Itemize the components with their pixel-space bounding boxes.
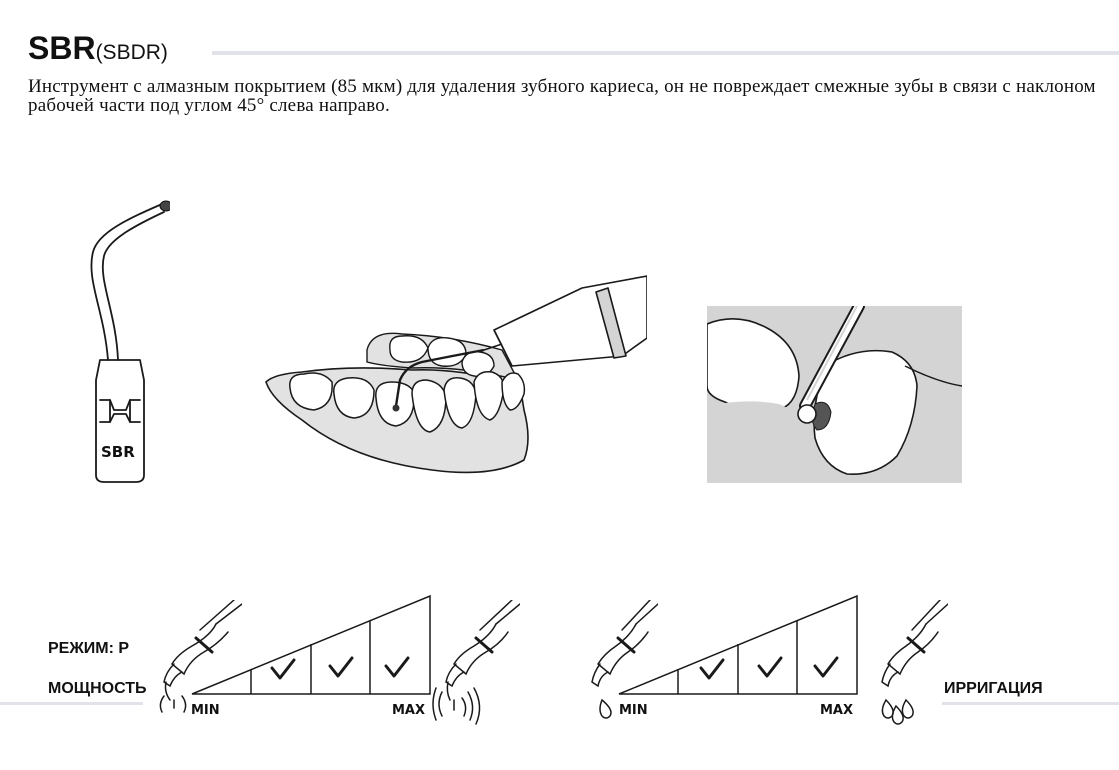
power-min-label: MIN xyxy=(191,703,220,718)
tip-engraving-label: SBR xyxy=(101,443,135,461)
irrigation-label: ИРРИГАЦИЯ xyxy=(944,680,1043,697)
title-divider xyxy=(212,51,1119,55)
irrigation-min-label: MIN xyxy=(619,703,648,718)
power-max-label: MAX xyxy=(392,703,426,718)
description-text: Инструмент с алмазным покрытием (85 мкм) для удаления зубного кариеса, он не повреждает смежные зубы в связи с наклоном рабочей части под углом 45° слева направо. xyxy=(28,76,1096,116)
title-main: SBR xyxy=(28,30,96,66)
irrigation-right-rule xyxy=(942,702,1119,705)
irrigation-max-icon xyxy=(878,600,948,728)
closeup-illustration xyxy=(707,306,962,483)
check-icon xyxy=(815,658,837,676)
power-left-rule xyxy=(0,702,143,705)
irrigation-max-label: MAX xyxy=(820,703,854,718)
check-icon xyxy=(701,660,723,678)
check-icon xyxy=(272,660,294,678)
jaw-handpiece-illustration xyxy=(262,270,647,485)
mode-label: РЕЖИМ: P xyxy=(48,640,130,657)
check-icon xyxy=(330,658,352,676)
check-icon xyxy=(386,658,408,676)
power-scale xyxy=(190,594,432,696)
title-sub: (SBDR) xyxy=(95,41,168,64)
power-label: МОЩНОСТЬ xyxy=(48,680,147,697)
irrigation-check-icons xyxy=(701,658,837,678)
irrigation-scale xyxy=(617,594,859,696)
power-check-icons xyxy=(272,658,408,678)
handpiece-max-icon xyxy=(430,600,520,726)
check-icon xyxy=(759,658,781,676)
page-title xyxy=(28,30,168,67)
